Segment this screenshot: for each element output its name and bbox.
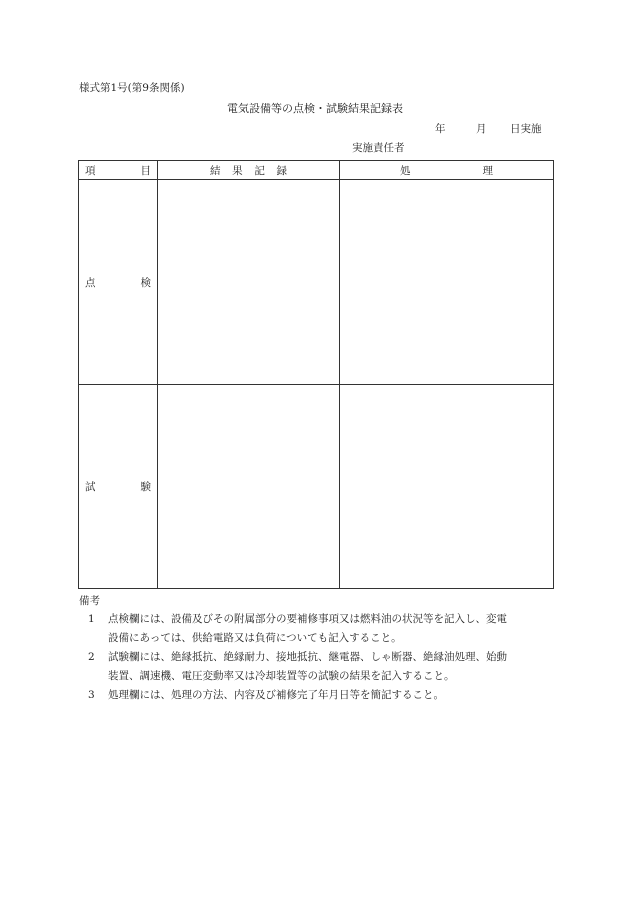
note-line: 点検欄には、設備及びその附属部分の要補修事項又は燃料油の状況等を記入し、変電 <box>108 613 507 625</box>
inspection-action-cell[interactable] <box>340 180 554 385</box>
responsible-person-label: 実施責任者 <box>352 142 405 154</box>
note-line: 装置、調速機、電圧変動率又は冷却装置等の試験の結果を記入すること。 <box>108 670 455 682</box>
header-item <box>79 161 158 180</box>
header-action-char: 理 <box>482 164 493 177</box>
header-action <box>340 161 554 180</box>
header-result-char: 結 <box>210 164 221 177</box>
notes-heading: 備考 <box>79 595 100 607</box>
row-label-inspection <box>79 180 158 385</box>
row-label-char: 点 <box>85 276 96 289</box>
row-label-char: 試 <box>85 481 96 493</box>
header-item-char: 目 <box>140 164 151 177</box>
document-title: 電気設備等の点検・試験結果記録表 <box>227 102 403 115</box>
inspection-result-cell[interactable] <box>158 180 340 385</box>
header-result-char: 記 <box>254 164 265 177</box>
note-line: 試験欄には、絶縁抵抗、絶縁耐力、接地抵抗、継電器、しゃ断器、絶縁油処理、始動 <box>108 651 507 663</box>
table-header-row <box>79 161 554 180</box>
header-result-record <box>158 161 340 180</box>
note-number: 1 <box>88 613 95 625</box>
note-number: 3 <box>88 689 95 701</box>
header-item-char: 項 <box>85 164 96 177</box>
date-day-label: 日実施 <box>510 123 542 135</box>
row-label-test <box>79 385 158 589</box>
date-month-label: 月 <box>476 123 487 135</box>
note-line: 設備にあっては、供給電路又は負荷についても記入すること。 <box>108 632 402 644</box>
test-result-cell[interactable] <box>158 385 340 589</box>
note-item <box>88 686 558 705</box>
test-action-cell[interactable] <box>340 385 554 589</box>
header-action-char: 処 <box>400 164 411 177</box>
header-result-char: 録 <box>276 164 287 177</box>
row-label-char: 検 <box>140 276 151 289</box>
form-number-label: 様式第1号(第9条関係) <box>79 82 185 94</box>
implementation-date <box>435 121 542 136</box>
note-item <box>88 648 558 686</box>
table-row-test <box>79 385 554 589</box>
record-table <box>78 160 554 589</box>
row-label-char: 験 <box>140 481 151 493</box>
date-year-label: 年 <box>435 123 446 135</box>
header-result-char: 果 <box>232 164 243 177</box>
note-number: 2 <box>88 651 95 663</box>
note-item <box>88 610 558 648</box>
table-row-inspection <box>79 180 554 385</box>
note-line: 処理欄には、処理の方法、内容及び補修完了年月日等を簡記すること。 <box>108 689 444 701</box>
